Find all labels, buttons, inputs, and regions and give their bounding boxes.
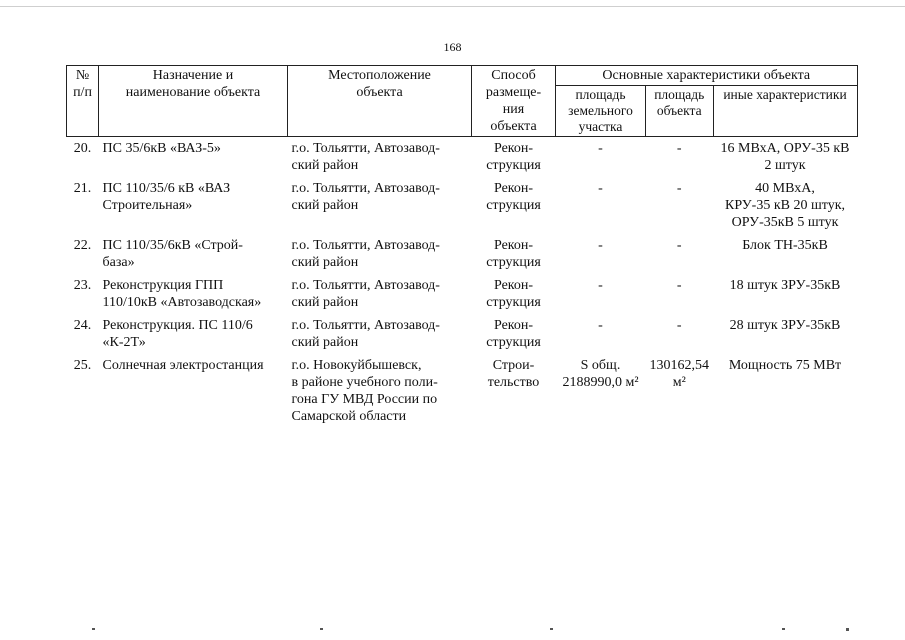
objects-table [66,65,858,430]
row-num: 20. [73,141,92,156]
row-land-area: - [598,181,603,196]
row-num: 24. [73,318,92,333]
table-row [67,356,858,430]
row-num: 25. [73,358,92,373]
scan-top-edge [0,6,905,7]
row-name: ПС 35/6кВ «ВАЗ-5» [102,141,221,156]
row-other: 16 МВхА, ОРУ-35 кВ 2 штук [720,141,850,173]
row-name: ПС 110/35/6 кВ «ВАЗ Строительная» [102,181,231,213]
row-name: Солнечная электростанция [102,358,264,373]
row-location: г.о. Тольятти, Автозавод- ский район [291,278,440,310]
header-method: Способ размеще- ния объекта [472,66,556,137]
header-other: иные характеристики [713,86,857,137]
scan-speck [550,628,553,630]
row-num: 21. [73,181,92,196]
row-num: 23. [73,278,92,293]
row-method: Строи- тельство [487,358,540,390]
row-location: г.о. Новокуйбышевск, в районе учебного поли- гона ГУ МВД России по Самарской области [291,358,438,424]
page-number: 168 [443,40,462,54]
row-land-area: - [598,141,603,156]
header-characteristics-group: Основные характеристики объекта [556,66,858,86]
row-object-area: 130162,54 м² [649,358,709,390]
header-location: Местоположение объекта [288,66,472,137]
row-land-area: - [598,318,603,333]
row-method: Рекон- струкция [486,181,541,213]
row-location: г.о. Тольятти, Автозавод- ский район [291,238,440,270]
row-land-area: - [598,238,603,253]
table-row [67,137,858,180]
row-method: Рекон- струкция [486,278,541,310]
table-row [67,179,858,236]
row-num: 22. [73,238,92,253]
row-object-area: - [676,318,682,333]
row-name: Реконструкция ГПП 110/10кВ «Автозаводская» [102,278,262,310]
table-row [67,276,858,316]
header-land-area: площадь земельного участка [556,86,646,137]
row-location: г.о. Тольятти, Автозавод- ский район [291,181,440,213]
row-land-area: - [598,278,603,293]
table-row [67,316,858,356]
scan-speck [782,628,785,630]
row-other: Мощность 75 МВт [728,358,842,373]
row-method: Рекон- струкция [486,141,541,173]
row-location: г.о. Тольятти, Автозавод- ский район [291,141,440,173]
row-location: г.о. Тольятти, Автозавод- ский район [291,318,440,350]
row-other: 18 штук ЗРУ-35кВ [729,278,841,293]
row-other: Блок ТН-35кВ [742,238,828,253]
row-land-area: S общ. 2188990,0 м² [562,358,639,390]
row-method: Рекон- струкция [486,318,541,350]
row-name: ПС 110/35/6кВ «Строй- база» [102,238,243,270]
row-other: 40 МВхА, КРУ-35 кВ 20 штук, ОРУ-35кВ 5 штук [724,181,845,230]
row-name: Реконструкция. ПС 110/6 «К-2Т» [102,318,253,350]
scan-bottom-specks [0,628,905,632]
row-object-area: - [676,278,682,293]
row-object-area: - [676,181,682,196]
header-name: Назначение и наименование объекта [99,66,288,137]
table-header [67,66,858,137]
row-object-area: - [676,141,682,156]
header-num: № п/п [67,66,99,137]
table-body [67,137,858,431]
row-method: Рекон- струкция [486,238,541,270]
scan-speck [92,628,95,630]
header-object-area: площадь объекта [646,86,714,137]
row-object-area: - [676,238,682,253]
row-other: 28 штук ЗРУ-35кВ [729,318,841,333]
scan-speck [320,628,323,630]
scan-speck [846,628,849,631]
table-row [67,236,858,276]
